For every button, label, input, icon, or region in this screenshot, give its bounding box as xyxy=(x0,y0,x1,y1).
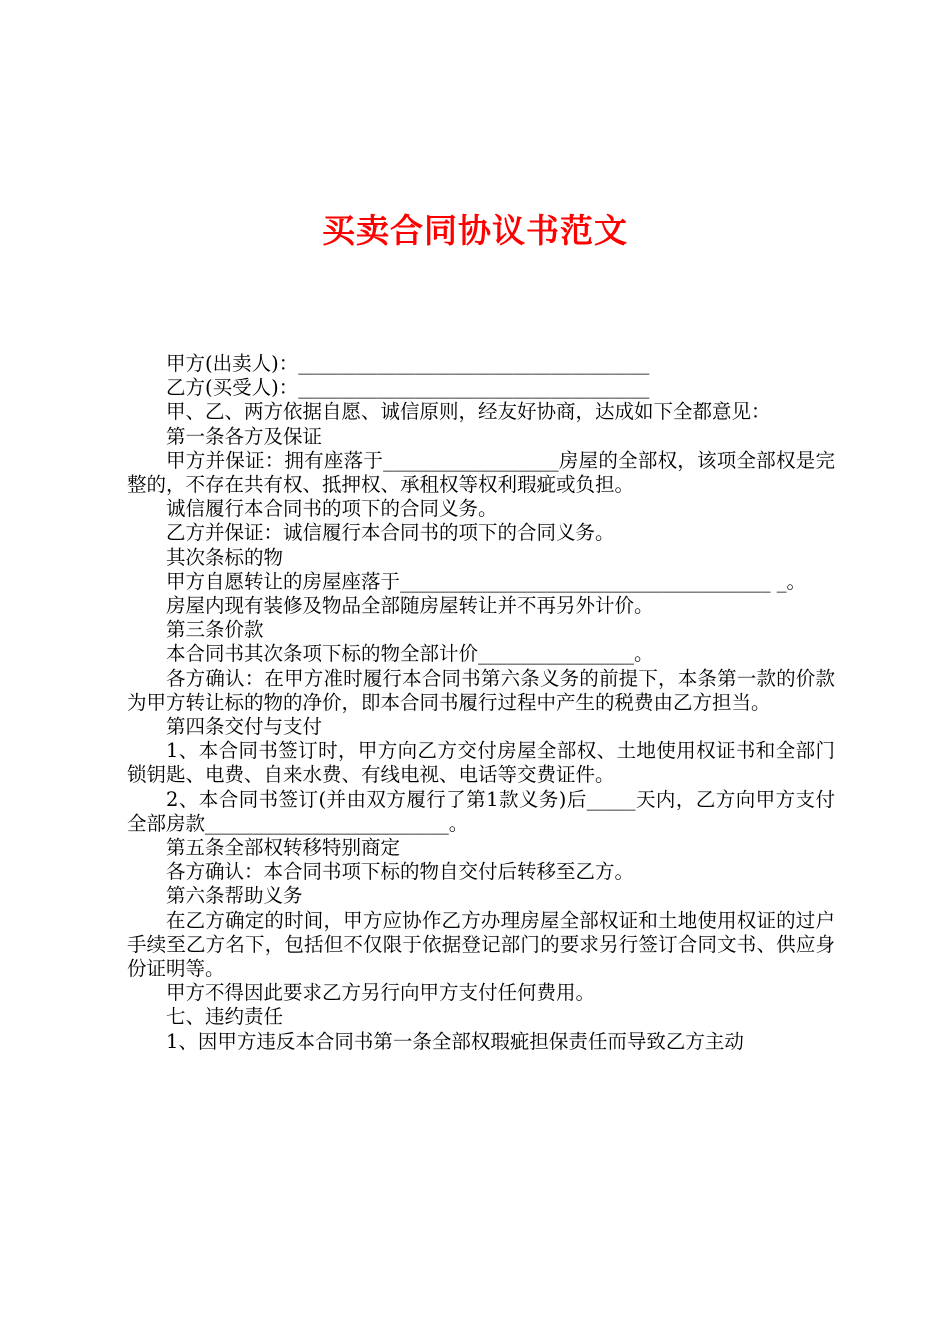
article-4-heading: 第四条交付与支付 xyxy=(166,715,323,739)
article-7-paragraph: 1、因甲方违反本合同书第一条全部权瑕疵担保责任而导致乙方主动 xyxy=(166,1029,744,1053)
article-6-paragraph: 甲方不得因此要求乙方另行向甲方支付任何费用。 xyxy=(166,981,596,1005)
document-title: 买卖合同协议书范文 xyxy=(322,211,628,250)
article-1-heading: 第一条各方及保证 xyxy=(166,424,323,448)
article-3-paragraph: 本合同书其次条项下标的物全部计价________________。 xyxy=(166,642,654,666)
article-3-paragraph: 各方确认：在甲方准时履行本合同书第六条义务的前提下，本条第一款的价款为甲方转让标的物的净价，即本合同书履行过程中产生的税费由乙方担当。 xyxy=(127,666,835,714)
article-2-paragraph: 甲方自愿转让的房屋座落于______________________________________ _。 xyxy=(166,569,806,593)
article-4-paragraph: 2、本合同书签订(并由双方履行了第1款义务)后_____天内，乙方向甲方支付全部房款_________________________。 xyxy=(127,787,835,835)
document-body xyxy=(127,352,835,1054)
article-5-paragraph: 各方确认：本合同书项下标的物自交付后转移至乙方。 xyxy=(166,860,635,884)
article-6-heading: 第六条帮助义务 xyxy=(166,884,303,908)
article-7-heading: 七、违约责任 xyxy=(166,1005,284,1029)
preamble-paragraph: 甲、乙、两方依据自愿、诚信原则，经友好协商，达成如下全都意见： xyxy=(166,400,771,424)
party-a-line: 甲方(出卖人)：____________________________________ xyxy=(166,352,650,375)
article-6-paragraph: 在乙方确定的时间，甲方应协作乙方办理房屋全部权证和土地使用权证的过户手续至乙方名下，包括但不仅限于依据登记部门的要求另行签订合同文书、供应身份证明等。 xyxy=(127,908,835,981)
article-1-paragraph: 甲方并保证：拥有座落于__________________房屋的全部权，该项全部权是完整的，不存在共有权、抵押权、承租权等权利瑕疵或负担。 xyxy=(127,448,835,497)
article-5-heading: 第五条全部权转移特别商定 xyxy=(166,836,401,860)
party-b-line: 乙方(买受人)：____________________________________ xyxy=(166,376,650,400)
article-1-paragraph: 诚信履行本合同书的项下的合同义务。 xyxy=(166,497,498,521)
article-2-heading: 其次条标的物 xyxy=(166,545,284,569)
article-3-heading: 第三条价款 xyxy=(166,618,264,642)
article-2-paragraph: 房屋内现有装修及物品全部随房屋转让并不再另外计价。 xyxy=(166,594,654,618)
article-4-paragraph: 1、本合同书签订时，甲方向乙方交付房屋全部权、土地使用权证书和全部门锁钥匙、电费、自来水费、有线电视、电话等交费证件。 xyxy=(127,739,835,787)
article-1-paragraph: 乙方并保证：诚信履行本合同书的项下的合同义务。 xyxy=(166,521,615,545)
